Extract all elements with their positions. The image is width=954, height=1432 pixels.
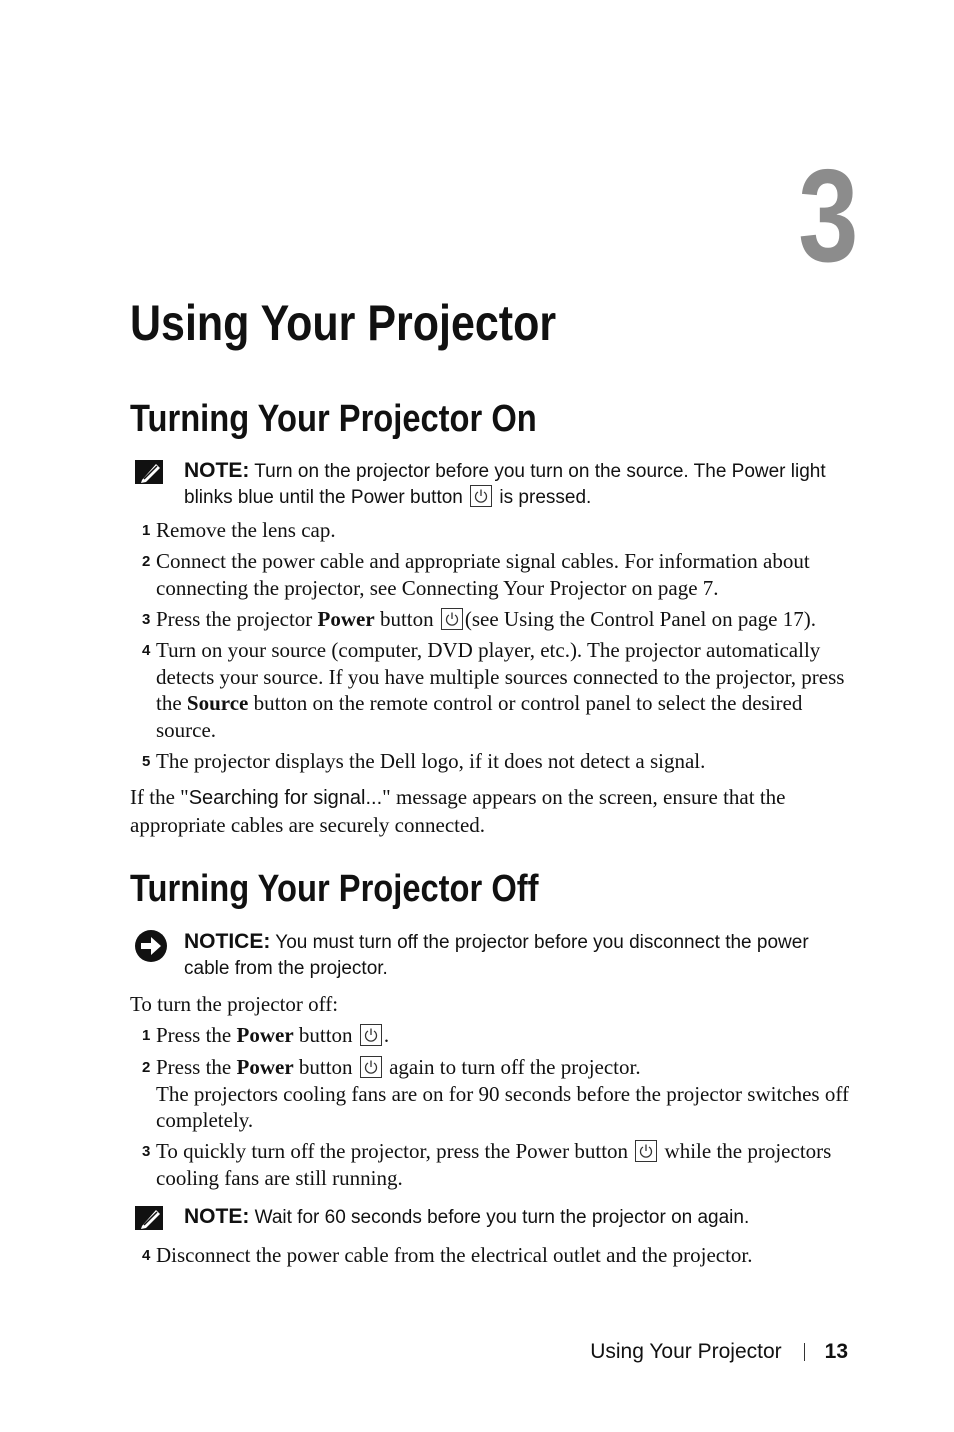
notice-disconnect	[130, 929, 850, 982]
notice-label: NOTICE:	[184, 930, 271, 953]
step-off-1	[142, 1022, 867, 1049]
power-icon	[470, 485, 492, 507]
page-number: 13	[824, 1340, 848, 1363]
off-intro: To turn the projector off:	[130, 992, 339, 1016]
section-heading-on: Turning Your Projector On	[130, 398, 537, 440]
step-text: button on the remote control or control panel to select the desired source.	[156, 691, 803, 742]
pencil-note-icon	[134, 458, 166, 486]
section-heading-off: Turning Your Projector Off	[130, 868, 539, 910]
step-text: The projector displays the Dell logo, if it does not detect a signal.	[156, 749, 706, 773]
step-text: Press the	[156, 1055, 232, 1079]
signal-paragraph	[130, 784, 870, 838]
step-on-1	[142, 517, 867, 544]
note-text-a: Turn on the projector before you turn on the source. The Power light blinks blue until the	[184, 461, 826, 508]
step-bold-power: Power	[236, 1055, 294, 1079]
step-text: again to turn off the projector.	[389, 1055, 641, 1079]
step-text: (see Using the Control Panel on page 17).	[464, 607, 816, 631]
note-text-c: is pressed.	[499, 487, 592, 508]
note-power-word: Power	[350, 487, 405, 508]
note-label: NOTE:	[184, 1205, 250, 1228]
power-icon	[635, 1140, 657, 1162]
step-number: 1	[142, 1027, 151, 1044]
step-text: Connect the power cable and appropriate signal cables. For information about connecting the projector, see Connecting Your Projector on page 7.	[156, 549, 810, 600]
step-number: 5	[142, 753, 151, 770]
step-text: while the projectors cooling fans are still running.	[156, 1139, 832, 1190]
step-number: 3	[142, 1143, 151, 1160]
notice-text: You must turn off the projector before you disconnect the power cable from the projector.	[184, 932, 809, 979]
step-text: Disconnect the power cable from the electrical outlet and the projector.	[156, 1243, 753, 1267]
note-text-b: button	[410, 487, 463, 508]
footer-separator	[804, 1343, 805, 1361]
step-number: 3	[142, 611, 151, 628]
step-off-4	[142, 1242, 867, 1269]
step-bold-power: Power	[317, 607, 375, 631]
step-text: button	[379, 607, 434, 631]
power-icon	[441, 608, 463, 630]
power-icon	[360, 1024, 382, 1046]
note-wait	[130, 1204, 850, 1231]
step-text: Turn on your source (computer, DVD player, etc.). The projector automatically detects your source. If you have multiple sources connected to the projector, press the	[156, 638, 845, 715]
step-text: Press the	[156, 1023, 232, 1047]
step-number: 2	[142, 553, 151, 570]
note-label: NOTE:	[184, 459, 250, 482]
footer-title: Using Your Projector	[590, 1340, 782, 1363]
step-off-3	[142, 1138, 867, 1191]
step-number: 4	[142, 1247, 151, 1264]
step-number: 4	[142, 642, 151, 659]
signal-message: Searching for signal...	[188, 787, 383, 809]
step-on-3	[142, 606, 867, 633]
step-text: Remove the lens cap.	[156, 518, 336, 542]
step-text: Press the projector	[156, 607, 313, 631]
page-footer	[590, 1340, 848, 1364]
step-off-2	[142, 1054, 867, 1134]
chapter-number: 3	[797, 142, 858, 289]
para-text: " message appears on the screen, ensure that the appropriate cables are securely connected.	[130, 785, 786, 837]
step-text: To quickly turn off the projector, press the Power button	[156, 1139, 629, 1163]
step-text: button	[298, 1055, 353, 1079]
note-power-light	[130, 458, 850, 511]
step-bold-power: Power	[236, 1023, 294, 1047]
chapter-title: Using Your Projector	[130, 295, 557, 351]
power-icon	[360, 1056, 382, 1078]
step-on-5	[142, 748, 867, 775]
step-extra-text: The projectors cooling fans are on for 90 seconds before the projector switches off completely.	[156, 1081, 849, 1132]
step-text: button	[298, 1023, 353, 1047]
para-text: If the "	[130, 785, 189, 809]
step-number: 1	[142, 522, 151, 539]
step-bold-source: Source	[186, 691, 249, 715]
step-number: 2	[142, 1059, 151, 1076]
step-on-2	[142, 548, 867, 601]
pencil-note-icon	[134, 1204, 166, 1232]
note-text: Wait for 60 seconds before you turn the projector on again.	[254, 1207, 750, 1228]
step-text: .	[383, 1023, 390, 1047]
notice-arrow-icon	[134, 929, 168, 963]
step-on-4	[142, 637, 867, 743]
